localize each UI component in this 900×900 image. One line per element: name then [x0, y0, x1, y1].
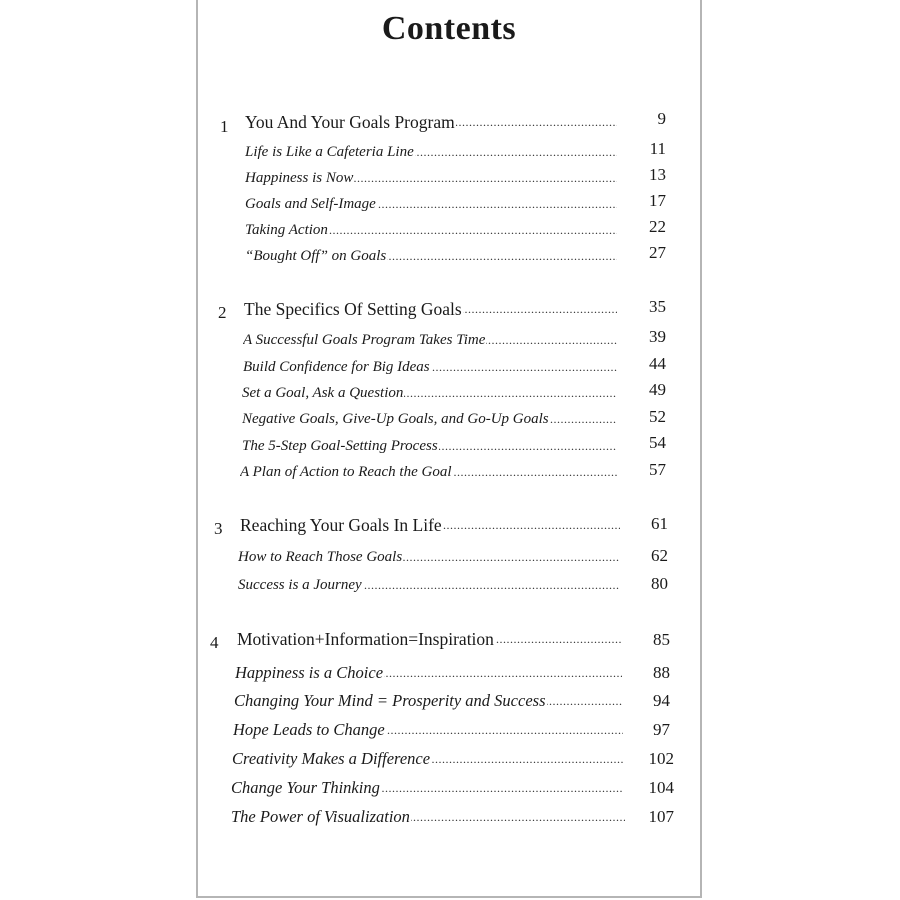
section-entry: Happiness is Now .....: [245, 167, 617, 189]
chapter-title: You And Your Goals Program .....: [245, 111, 617, 133]
section-page: 54: [649, 433, 666, 452]
section-entry: Set a Goal, Ask a Question .....: [242, 382, 617, 404]
section-page: 97: [653, 720, 670, 739]
chapter-page: 9: [657, 109, 666, 128]
section-entry: Creativity Makes a Difference .....: [232, 748, 623, 770]
section-entry: Hope Leads to Change .....: [233, 719, 623, 741]
page-title: Contents: [381, 10, 517, 47]
section-page: 44: [649, 354, 666, 373]
chapter-number: 1: [220, 117, 229, 136]
section-entry: Change Your Thinking .....: [231, 777, 623, 799]
book-page: [196, 0, 702, 898]
section-page: 52: [649, 407, 666, 426]
section-page: 11: [649, 139, 666, 158]
section-entry: Build Confidence for Big Ideas .....: [243, 356, 617, 378]
chapter-number: 3: [214, 519, 223, 538]
section-entry: Taking Action .....: [245, 219, 617, 241]
chapter-number: 2: [218, 303, 227, 322]
section-page: 39: [649, 327, 666, 346]
chapter-page: 85: [653, 630, 670, 649]
section-page: 80: [651, 574, 668, 593]
chapter-number: 4: [210, 633, 219, 652]
section-page: 13: [649, 165, 666, 184]
section-page: 107: [648, 807, 674, 826]
chapter-title: The Specifics Of Setting Goals .....: [244, 298, 617, 320]
section-entry: Changing Your Mind = Prosperity and Success .....: [234, 690, 623, 712]
chapter-title: Reaching Your Goals In Life .....: [240, 514, 620, 536]
section-page: 27: [649, 243, 666, 262]
section-entry: Negative Goals, Give-Up Goals, and Go-Up Goals .....: [242, 408, 617, 430]
section-entry: Happiness is a Choice .....: [235, 662, 622, 684]
section-entry: “Bought Off” on Goals .....: [245, 245, 617, 267]
section-page: 49: [649, 380, 666, 399]
chapter-page: 61: [651, 514, 668, 533]
section-entry: A Plan of Action to Reach the Goal .....: [240, 461, 617, 483]
section-page: 88: [653, 663, 670, 682]
section-page: 17: [649, 191, 666, 210]
section-page: 57: [649, 460, 666, 479]
section-entry: Success is a Journey .....: [238, 574, 620, 596]
section-entry: Life is Like a Cafeteria Line .....: [245, 141, 617, 163]
section-entry: How to Reach Those Goals .....: [238, 546, 620, 568]
section-page: 104: [648, 778, 674, 797]
section-entry: Goals and Self-Image .....: [245, 193, 617, 215]
section-page: 22: [649, 217, 666, 236]
section-entry: The 5-Step Goal-Setting Process .....: [242, 435, 617, 457]
chapter-page: 35: [649, 297, 666, 316]
section-page: 62: [651, 546, 668, 565]
section-entry: A Successful Goals Program Takes Time .....: [243, 329, 617, 351]
section-page: 102: [648, 749, 674, 768]
chapter-title: Motivation+Information=Inspiration .....: [237, 628, 622, 650]
section-entry: The Power of Visualization .....: [231, 806, 625, 828]
section-page: 94: [653, 691, 670, 710]
